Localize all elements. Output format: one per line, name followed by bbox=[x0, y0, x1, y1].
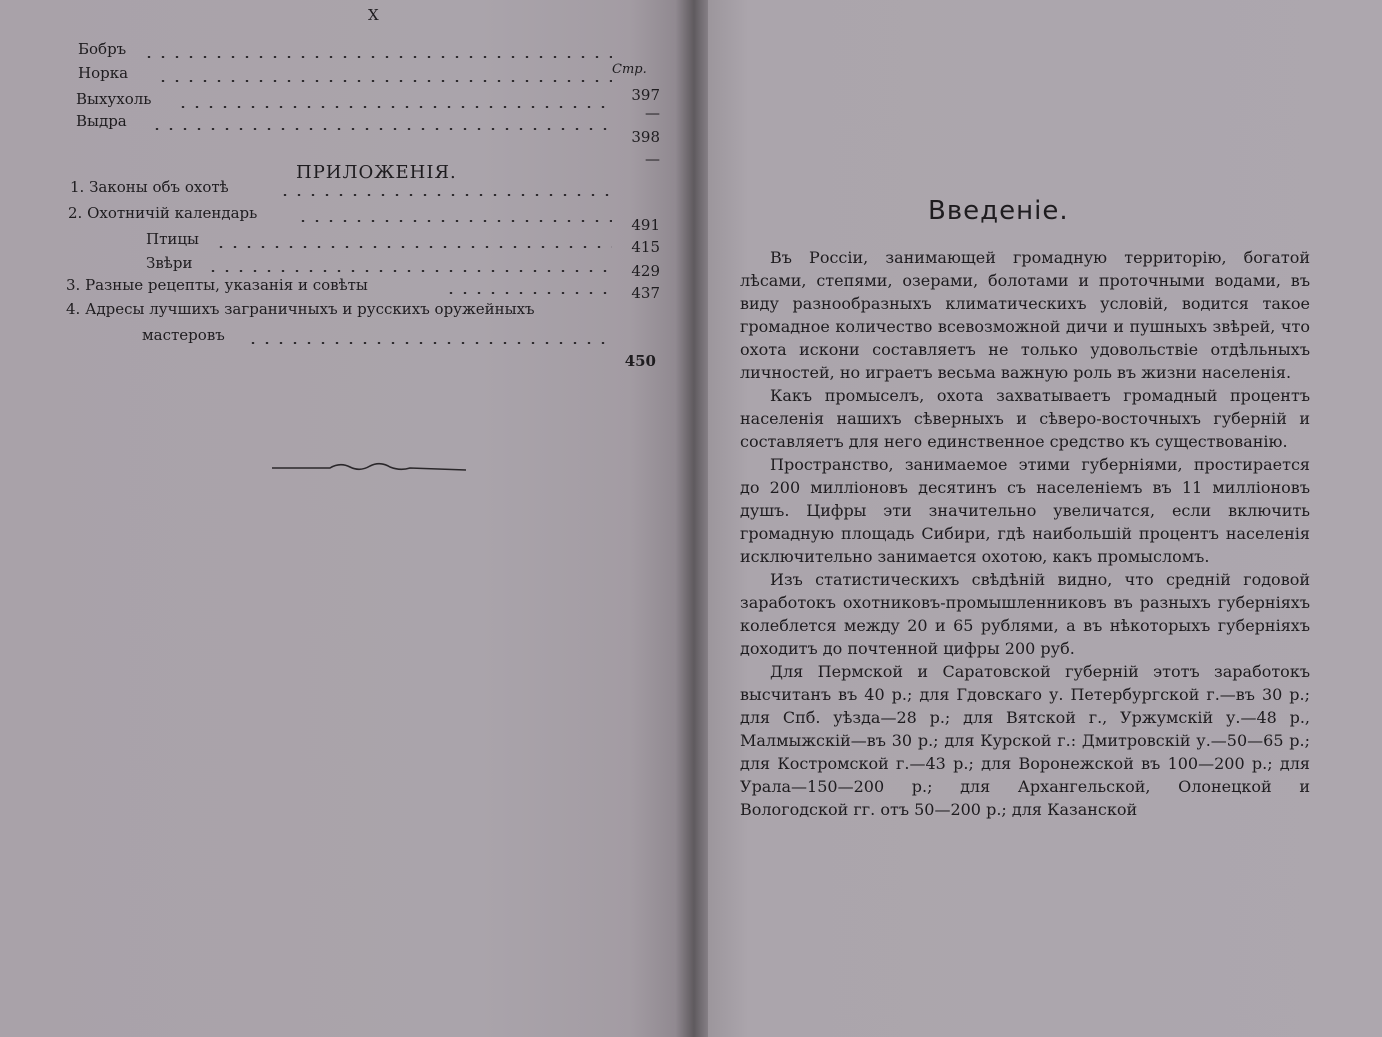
toc-entry-page: 429 bbox=[631, 262, 660, 280]
leader-dots bbox=[246, 342, 612, 344]
toc-entry-page: 415 bbox=[631, 238, 660, 256]
paragraph: Въ Россіи, занимающей громадную территорію, богатой лѣсами, степями, озерами, болотами и проточными водами, въ виду разнообразныхъ климатическихъ условій, водится такое громадное количество всевозможной дичи и пушныхъ звѣрей, что охота искони составляетъ не только удовольствіе отдѣльныхъ личностей, но играетъ весьма важную роль въ жизни населенія. bbox=[740, 248, 1310, 382]
toc-entry-label: Выдра bbox=[76, 112, 127, 130]
toc-entry-label: Норка bbox=[78, 64, 129, 82]
toc-entry-label: 4. Адресы лучшихъ заграничныхъ и русскихъ оружейныхъ bbox=[66, 300, 535, 318]
page-column-label: Стр. bbox=[612, 62, 647, 77]
leader-dots bbox=[296, 220, 612, 222]
toc-entry-page: 491 bbox=[631, 216, 660, 234]
leader-dots bbox=[214, 246, 612, 248]
ornament-divider bbox=[270, 458, 470, 478]
toc-entry-label: Звѣри bbox=[146, 254, 193, 272]
paragraph: Пространство, занимаемое этими губерніями, простирается до 200 милліоновъ десятинъ съ населеніемъ въ 11 милліоновъ душъ. Цифры эти значительно увеличатся, если включить громадную площадь Сибири, гдѣ наибольшій процентъ населенія исключительно занимается охотою, какъ промысломъ. bbox=[740, 455, 1310, 566]
toc-entry bbox=[78, 40, 126, 62]
leader-dots bbox=[278, 194, 612, 196]
appendix-title: ПРИЛОЖЕНІЯ. bbox=[296, 162, 457, 183]
toc-entry-page: — bbox=[645, 104, 660, 122]
leader-dots bbox=[176, 106, 612, 108]
toc-entry-label: 3. Разные рецепты, указанія и совѣты bbox=[66, 276, 368, 294]
paragraph: Для Пермской и Саратовской губерній этотъ заработокъ высчитанъ въ 40 р.; для Гдовскаго у. Петербургской г.—въ 30 р.; для Спб. уѣзда—28 р.; для Вятской г., Уржумскій у.—48 р., Малмыжскій—въ 30 р.; для Курской г.: Дмитровскій у.—50—65 р.; для Костромской г.—43 р.; для Воронежской въ 100—200 р.; для Урала—150—200 р.; для Архангельской, Олонецкой и Вологодской гг. отъ 50—200 р.; для Казанской bbox=[740, 662, 1310, 819]
page-number: X bbox=[368, 6, 379, 24]
toc-entry-label: 1. Законы объ охотѣ bbox=[70, 178, 229, 196]
toc-entry-label: Птицы bbox=[146, 230, 199, 248]
toc-entry-page: 437 bbox=[631, 284, 660, 302]
toc-entry-page: 397 bbox=[631, 86, 660, 104]
left-page bbox=[0, 0, 684, 1037]
toc-entry-label: мастеровъ bbox=[142, 326, 225, 344]
toc-entry-label: Выхухоль bbox=[76, 90, 152, 108]
toc-entry bbox=[76, 112, 127, 134]
toc-entry bbox=[66, 276, 368, 298]
toc-entry bbox=[76, 90, 151, 112]
leader-dots bbox=[444, 292, 612, 294]
toc-entry-label: 2. Охотничій календарь bbox=[68, 204, 258, 222]
toc-entry bbox=[68, 204, 257, 226]
leader-dots bbox=[150, 128, 612, 130]
leader-dots bbox=[156, 80, 612, 82]
toc-entry-page: 398 bbox=[631, 128, 660, 146]
chapter-heading: Введеніе. bbox=[928, 196, 1069, 226]
leader-dots bbox=[206, 270, 612, 272]
toc-entry bbox=[78, 64, 128, 86]
leader-dots bbox=[142, 56, 612, 58]
toc-entry-page: 450 bbox=[624, 352, 656, 370]
paragraph: Изъ статистическихъ свѣдѣній видно, что средній годовой заработокъ охотниковъ-промышленниковъ въ разныхъ губерніяхъ колеблется между 20 и 65 рублями, а въ нѣкоторыхъ губерніяхъ доходитъ до почтенной цифры 200 руб. bbox=[740, 570, 1310, 658]
toc-entry bbox=[146, 230, 199, 252]
toc-entry bbox=[142, 326, 225, 348]
toc-entry bbox=[70, 178, 229, 200]
toc-entry-label: Бобръ bbox=[78, 40, 127, 58]
chapter-body bbox=[740, 246, 1310, 821]
paragraph: Какъ промыселъ, охота захватываетъ громадный процентъ населенія нашихъ сѣверныхъ и сѣверо-восточныхъ губерній и составляетъ для него единственное средство къ существованію. bbox=[740, 386, 1310, 451]
toc-entry-page: — bbox=[645, 150, 660, 168]
toc-entry bbox=[66, 300, 535, 322]
toc-entry bbox=[146, 254, 192, 276]
